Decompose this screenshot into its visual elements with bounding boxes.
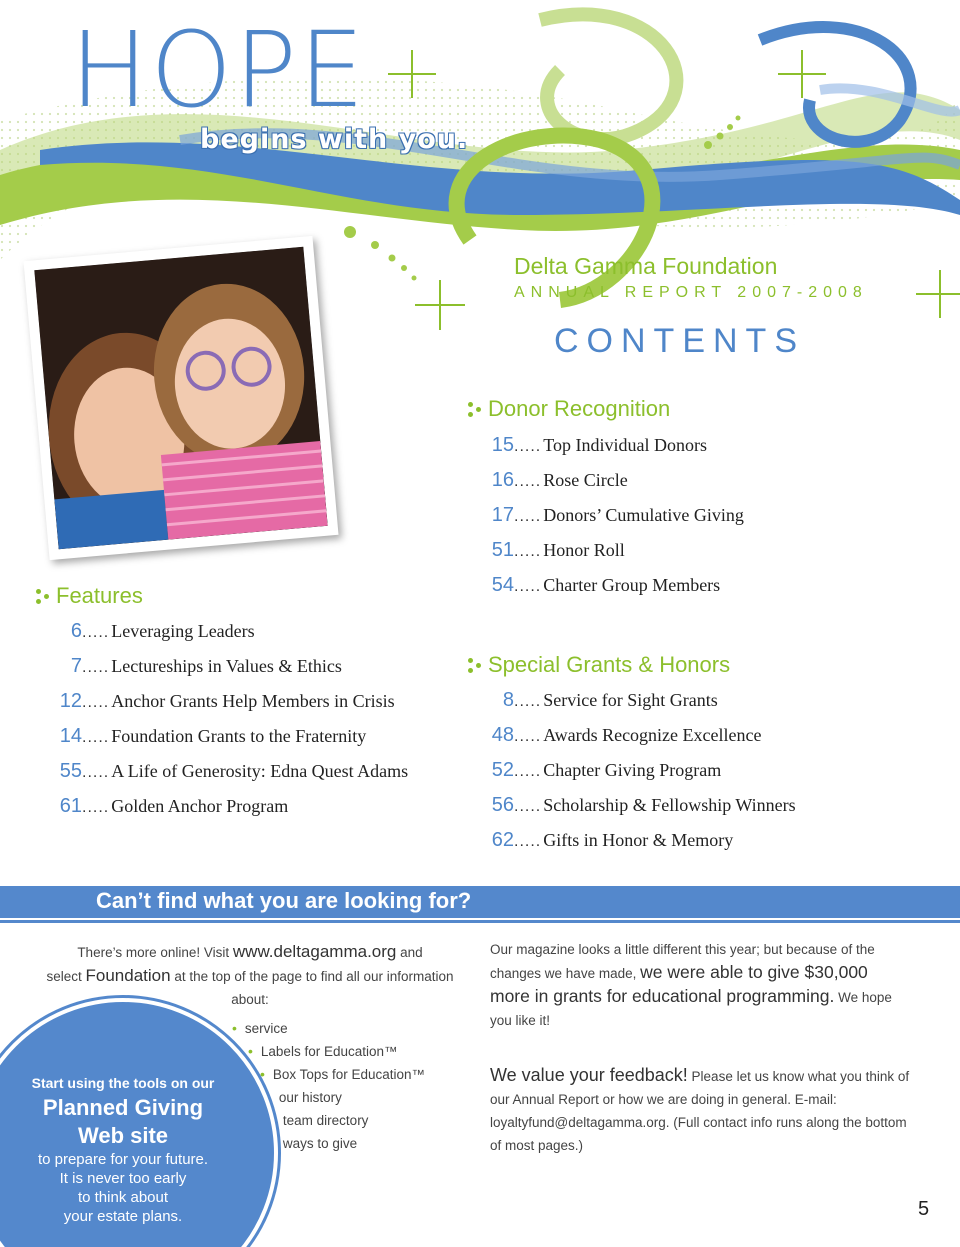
toc-leader: ..... [514,473,542,490]
planned-giving-text: Start using the tools on our Planned Giving Web site to prepare for your future. It is never too early to think about your estate plans. [0,1072,246,1226]
toc-title: Scholarship & Fellowship Winners [543,795,796,815]
toc-page-number: 14 [59,725,82,747]
toc-entry[interactable] [48,760,408,795]
toc-entry[interactable] [48,655,408,690]
planned-giving-link[interactable]: Planned Giving [42,1095,204,1120]
help-banner [0,884,960,918]
photo-two-smiling-girls [34,247,327,549]
toc-title: Foundation Grants to the Fraternity [111,726,367,746]
website-link[interactable]: www.deltagamma.org [232,942,397,961]
toc-page-number: 51 [491,539,514,561]
toc-leader: ..... [82,764,110,781]
list-item: • Labels for Education™ [248,1043,398,1059]
tagline: begins with you. [200,124,469,155]
features-heading: Features [36,583,143,609]
toc-entry[interactable] [48,620,408,655]
special-grants-heading: Special Grants & Honors [468,652,730,678]
toc-leader: ..... [82,694,110,711]
toc-title: Golden Anchor Program [111,796,289,816]
contents-title: CONTENTS [554,322,805,360]
toc-leader: ..... [514,833,542,850]
toc-page-number: 8 [502,689,514,711]
list-item: • service [232,1020,288,1036]
toc-leader: ..... [514,763,542,780]
toc-page-number: 12 [59,690,82,712]
toc-title: Chapter Giving Program [543,760,722,780]
list-item: • our history [266,1089,342,1105]
toc-leader: ..... [82,624,110,641]
toc-title: Awards Recognize Excellence [543,725,762,745]
toc-entry[interactable] [478,434,744,469]
toc-title: Lectureships in Values & Ethics [111,656,342,676]
toc-page-number: 48 [491,724,514,746]
toc-leader: ..... [514,543,542,560]
toc-entry[interactable] [478,724,796,759]
toc-entry[interactable] [478,794,796,829]
toc-title: Donors’ Cumulative Giving [543,505,744,525]
toc-entry[interactable] [478,759,796,794]
toc-entry[interactable] [478,539,744,574]
toc-page-number: 55 [59,760,82,782]
toc-leader: ..... [514,728,542,745]
list-item: • Box Tops for Education™ [260,1066,425,1082]
toc-leader: ..... [82,659,110,676]
report-subtitle: ANNUAL REPORT 2007-2008 [514,284,868,301]
toc-page-number: 54 [491,574,514,596]
toc-page-number: 16 [491,469,514,491]
toc-entry[interactable] [478,469,744,504]
toc-page-number: 56 [491,794,514,816]
toc-title: Charter Group Members [543,575,721,595]
toc-page-number: 15 [491,434,514,456]
banner-rule [0,920,960,923]
toc-page-number: 17 [491,504,514,526]
toc-entry[interactable] [48,795,408,830]
toc-leader: ..... [514,508,542,525]
donor-recognition-list [478,434,744,609]
organization-name: Delta Gamma Foundation [514,253,778,279]
toc-leader: ..... [82,729,110,746]
feedback-note: We value your feedback! Please let us know what you think of our Annual Report or how we are doing in general. E-mail: loyaltyfund@deltagamma.org. (Full contact info runs along the bottom of most pages.) [490,1065,910,1153]
toc-entry[interactable] [478,689,796,724]
toc-title: A Life of Generosity: Edna Quest Adams [111,761,409,781]
toc-page-number: 7 [70,655,82,677]
toc-leader: ..... [514,438,542,455]
toc-title: Honor Roll [543,540,625,560]
toc-entry[interactable] [48,690,408,725]
magazine-note: Our magazine looks a little different this year; but because of the changes we have made, we were able to give $30,000 more in grants for educational programming. We hope you like it! [490,942,892,1028]
foundation-link[interactable]: Foundation [85,966,171,985]
toc-title: Service for Sight Grants [543,690,718,710]
page-number: 5 [918,1198,930,1220]
toc-entry[interactable] [48,725,408,760]
toc-page-number: 61 [59,795,82,817]
photo-frame [23,236,338,560]
toc-page-number: 62 [491,829,514,851]
toc-page-number: 6 [70,620,82,642]
toc-title: Gifts in Honor & Memory [543,830,734,850]
toc-title: Top Individual Donors [543,435,707,455]
donor-recognition-heading: Donor Recognition [468,396,670,422]
online-info: There’s more online! Visit www.deltagamma.org and select Foundation at the top of the page to find all our information about: [46,942,454,1007]
dots-icon [468,400,482,418]
toc-entry[interactable] [478,829,796,864]
toc-title: Leveraging Leaders [111,621,255,641]
help-banner-text: Can’t find what you are looking for? [96,888,472,913]
list-item: • ways to give [270,1135,357,1151]
dots-icon [36,587,50,605]
list-item: • team directory [270,1112,368,1128]
special-grants-list [478,689,796,864]
toc-leader: ..... [514,578,542,595]
toc-title: Anchor Grants Help Members in Crisis [111,691,395,711]
dots-icon [468,656,482,674]
toc-title: Rose Circle [543,470,628,490]
toc-leader: ..... [82,799,110,816]
toc-entry[interactable] [478,504,744,539]
features-list [48,620,408,830]
toc-entry[interactable] [478,574,744,609]
hope-heading: HOPE [70,9,367,131]
toc-leader: ..... [514,693,542,710]
toc-page-number: 52 [491,759,514,781]
toc-leader: ..... [514,798,542,815]
